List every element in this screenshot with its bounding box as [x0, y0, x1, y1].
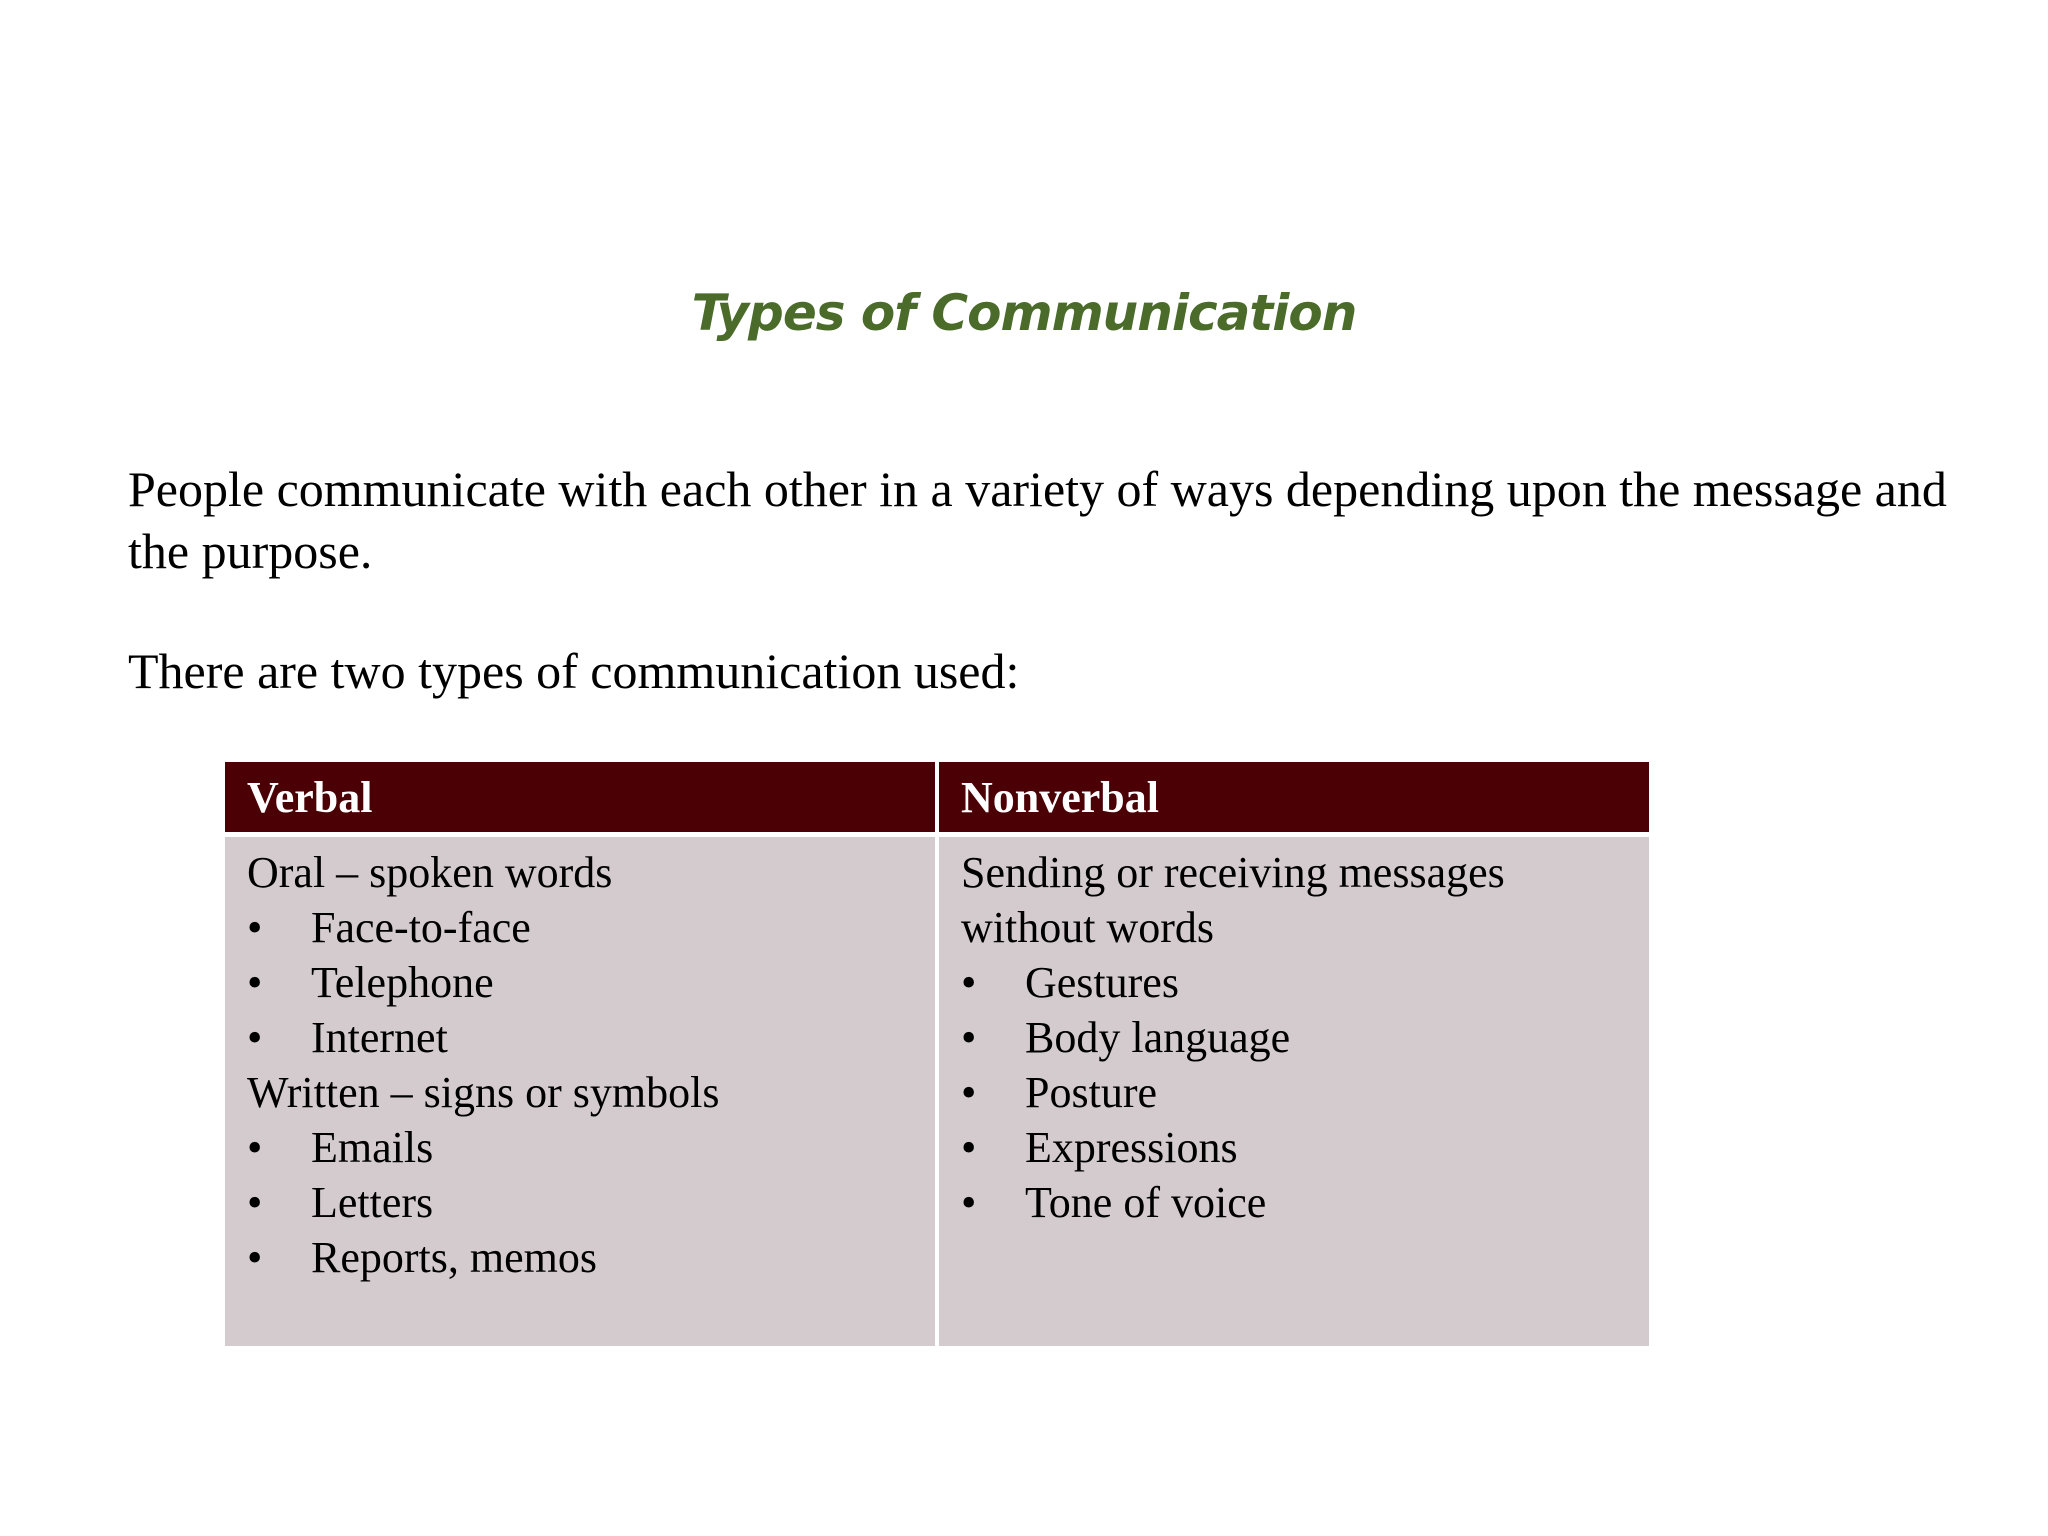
bullet-icon: • [961, 958, 977, 1007]
list-item [247, 1230, 913, 1285]
list-item [247, 1010, 913, 1065]
verbal-cell [225, 837, 935, 1346]
bullet-icon: • [247, 903, 263, 952]
list-item-text: Face-to-face [311, 903, 531, 952]
verbal-header: Verbal [225, 762, 935, 832]
bullet-icon: • [961, 1123, 977, 1172]
list-item-text: Emails [311, 1123, 434, 1172]
table-body-row [225, 837, 1649, 1346]
list-item-text: Letters [311, 1178, 434, 1227]
list-item [247, 955, 913, 1010]
list-item-text: Telephone [311, 958, 494, 1007]
page-title: Types of Communication [691, 284, 1357, 342]
list-item [961, 1175, 1627, 1230]
bullet-icon: • [961, 1178, 977, 1227]
bullet-icon: • [961, 1068, 977, 1117]
list-item [961, 1065, 1627, 1120]
nonverbal-cell [939, 837, 1649, 1346]
list-item [961, 955, 1627, 1010]
nonverbal-list [961, 955, 1627, 1230]
list-item-text: Body language [1025, 1013, 1291, 1062]
list-item-text: Expressions [1025, 1123, 1238, 1172]
list-item [247, 1120, 913, 1175]
nonverbal-header: Nonverbal [939, 762, 1649, 832]
oral-heading: Oral – spoken words [247, 848, 613, 897]
list-item-text: Tone of voice [1025, 1178, 1267, 1227]
table-header-row [225, 762, 1649, 832]
lead-paragraph: There are two types of communication used: [128, 643, 1020, 699]
list-item [247, 900, 913, 955]
list-item [961, 1010, 1627, 1065]
list-item-text: Internet [311, 1013, 448, 1062]
list-item [961, 1120, 1627, 1175]
bullet-icon: • [247, 1013, 263, 1062]
list-item-text: Posture [1025, 1068, 1157, 1117]
written-heading: Written – signs or symbols [247, 1068, 720, 1117]
bullet-icon: • [247, 1123, 263, 1172]
intro-paragraph: People communicate with each other in a variety of ways depending upon the message and the purpose. [128, 461, 1947, 579]
bullet-icon: • [247, 1178, 263, 1227]
nonverbal-heading: Sending or receiving messages without words [961, 848, 1505, 952]
written-list [247, 1120, 913, 1285]
list-item-text: Reports, memos [311, 1233, 597, 1282]
bullet-icon: • [247, 958, 263, 1007]
oral-list [247, 900, 913, 1065]
communication-types-table [221, 757, 1653, 1351]
list-item-text: Gestures [1025, 958, 1179, 1007]
list-item [247, 1175, 913, 1230]
bullet-icon: • [247, 1233, 263, 1282]
bullet-icon: • [961, 1013, 977, 1062]
